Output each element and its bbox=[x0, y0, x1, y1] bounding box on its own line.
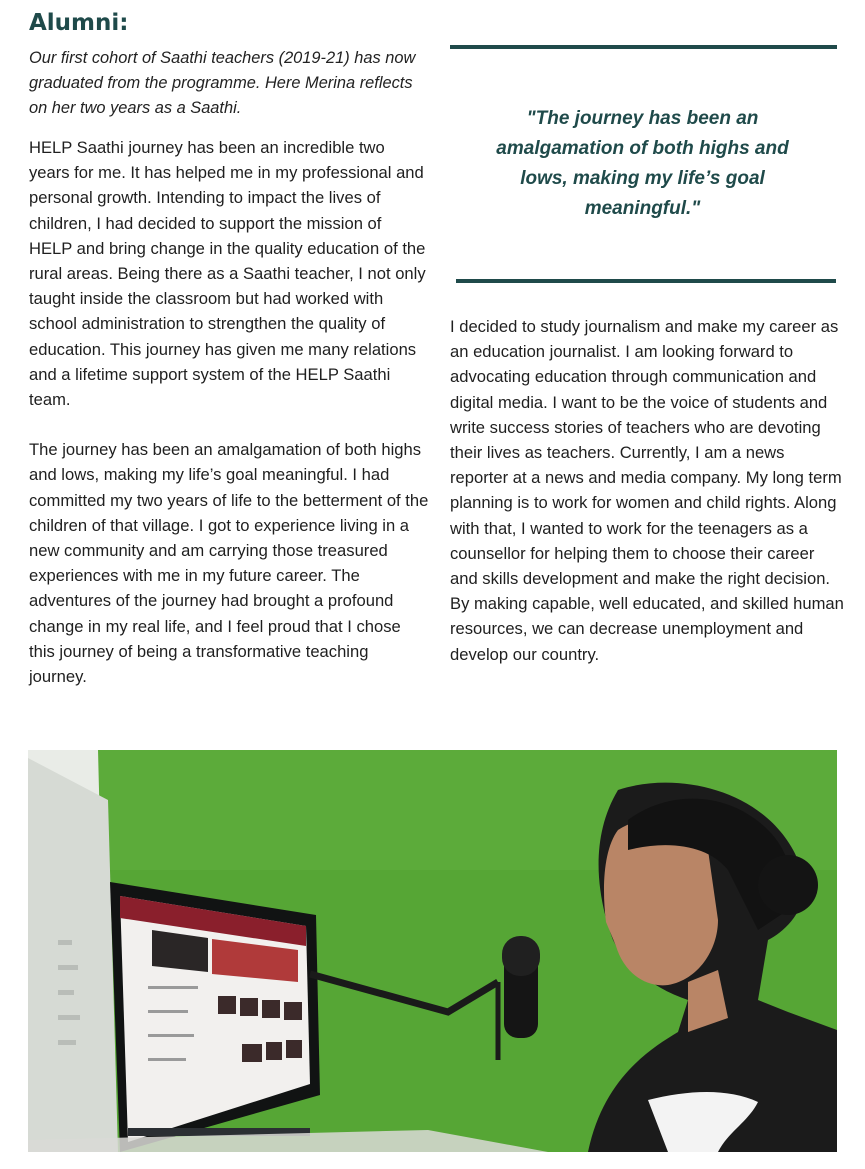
photo-illustration bbox=[28, 750, 837, 1152]
photo-second-monitor bbox=[28, 758, 118, 1152]
body-paragraph-1: HELP Saathi journey has been an incredible two years for me. It has helped me in my professional and personal growth. Intending to impact the lives of children, I had decided to support the mission of HELP and bring change in the quality education of the rural areas. Being there as a Saathi teacher, I not only taught inside the classroom but had worked with school administration to strengthen the quality of education. This journey has given me many relations and a lifetime support system of the HELP Saathi team. bbox=[29, 138, 426, 410]
quote-rule-top bbox=[450, 45, 837, 49]
quote-rule-bottom bbox=[456, 279, 836, 283]
body-paragraph-3: I decided to study journalism and make my career as an education journalist. I am looking forward to advocating education through communication and digital media. I want to be the voice of students and write success stories of teachers who are devoting their lives as teachers. Currently, I am a news reporter at a news and media company. My long term planning is to work for women and child rights. Along with that, I wanted to work for the teenagers as a counsellor for helping them to choose their career and skills development and make the right decision. By making capable, well educated, and skilled human resources, we can decrease unemployment and develop our country. bbox=[450, 317, 844, 664]
body-paragraph-2: The journey has been an amalgamation of both highs and lows, making my life’s goal meaningful. I had committed my two years of life to the betterment of the children of that village. I got to experience living in a new community and am carrying those treasured experiences with me in my future career. The adventures of the journey had brought a profound change in my real life, and I feel proud that I chose this journey of being a transformative teaching journey. bbox=[29, 440, 429, 687]
left-column bbox=[29, 135, 429, 689]
intro-text: Our first cohort of Saathi teachers (2019-21) has now graduated from the programme. Here Merina reflects on her two years as a Saathi. bbox=[29, 49, 416, 117]
pull-quote: "The journey has been an amalgamation of both highs and lows, making my life’s goal meaningful." bbox=[496, 108, 789, 219]
article-photo bbox=[28, 750, 837, 1152]
section-heading: Alumni: bbox=[29, 10, 129, 36]
